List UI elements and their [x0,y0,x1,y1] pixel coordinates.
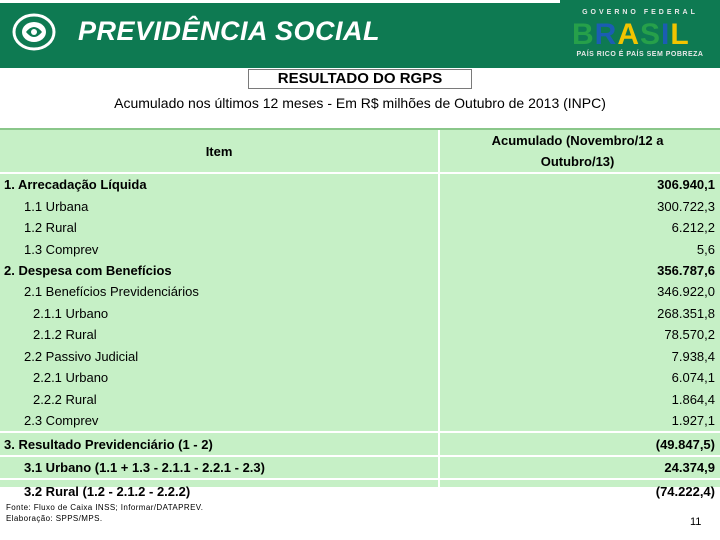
column-header-item: Item [0,130,439,173]
table-row [0,432,720,455]
row-item: 1.2 Rural [0,217,439,238]
slide-subtitle: Acumulado nos últimos 12 meses - Em R$ milhões de Outubro de 2013 (INPC) [114,95,606,111]
table-row [0,389,720,410]
row-value: 6.212,2 [671,220,715,236]
row-value: 24.374,9 [439,456,720,479]
row-value: 1.864,4 [671,391,715,407]
row-value: 306.940,1 [439,173,720,195]
row-item: 2.1.2 Rural [0,324,439,345]
app-title: PREVIDÊNCIA SOCIAL [78,16,381,46]
footer-notes [6,502,203,524]
footer-prepared: Elaboração: SPPS/MPS. [6,514,103,523]
page-number: 11 [690,516,702,528]
row-item: 3.1 Urbano (1.1 + 1.3 - 2.1.1 - 2.2.1 - 2.3) [0,456,439,479]
row-item: 2.1.1 Urbano [0,303,439,324]
row-item: 2.2.1 Urbano [0,367,439,388]
row-item: 2.3 Comprev [0,410,439,432]
table-row [0,217,720,238]
row-value: 356.787,6 [657,263,715,279]
header-bar [0,0,720,68]
row-item: 3. Resultado Previdenciário (1 - 2) [0,432,439,455]
table-row [0,479,720,501]
slogan-text: PAÍS RICO É PAÍS SEM POBREZA [576,51,704,58]
table-row [0,456,720,479]
column-header-accumulated-text: Acumulado (Novembro/12 a Outubro/13) [491,133,664,169]
table-row [0,281,720,302]
row-value: 1.927,1 [671,413,715,429]
row-value: 7.938,4 [671,348,715,364]
row-item: 2.1 Benefícios Previdenciários [0,281,439,302]
brasil-wordmark: BRASIL [572,18,690,51]
row-item: 2.2.2 Rural [0,389,439,410]
slide-title: RESULTADO DO RGPS [248,69,472,89]
table-row [0,195,720,216]
row-value: 5,6 [696,241,715,257]
table-row [0,238,720,259]
row-value: (49.847,5) [439,432,720,455]
row-value: 346.922,0 [657,284,715,300]
header-top-edge [0,0,560,3]
governo-brasil-logo [570,9,710,61]
row-item: 1.1 Urbana [0,195,439,216]
row-value: 78.570,2 [664,327,715,343]
table-row [0,173,720,195]
row-item: 2. Despesa com Benefícios [0,260,439,281]
table-row [0,367,720,388]
row-value: 6.074,1 [671,370,715,386]
table-row [0,303,720,324]
row-item: 1. Arrecadação Líquida [0,173,439,195]
previdencia-logo-icon [12,12,56,52]
table-row [0,260,720,281]
governo-federal-text: GOVERNO FEDERAL [582,9,698,16]
row-value: 268.351,8 [657,305,715,321]
column-header-accumulated [439,130,720,173]
table-row [0,410,720,432]
footer-source: Fonte: Fluxo de Caixa INSS; Informar/DATAPREV. [6,503,204,512]
results-table [0,128,720,499]
table-header-row [0,130,720,173]
row-value: (74.222,4) [439,479,720,501]
table-row [0,346,720,367]
row-item: 3.2 Rural (1.2 - 2.1.2 - 2.2.2) [0,479,439,501]
row-item: 2.2 Passivo Judicial [0,346,439,367]
table-row [0,324,720,345]
row-item: 1.3 Comprev [0,238,439,259]
row-value: 300.722,3 [657,198,715,214]
